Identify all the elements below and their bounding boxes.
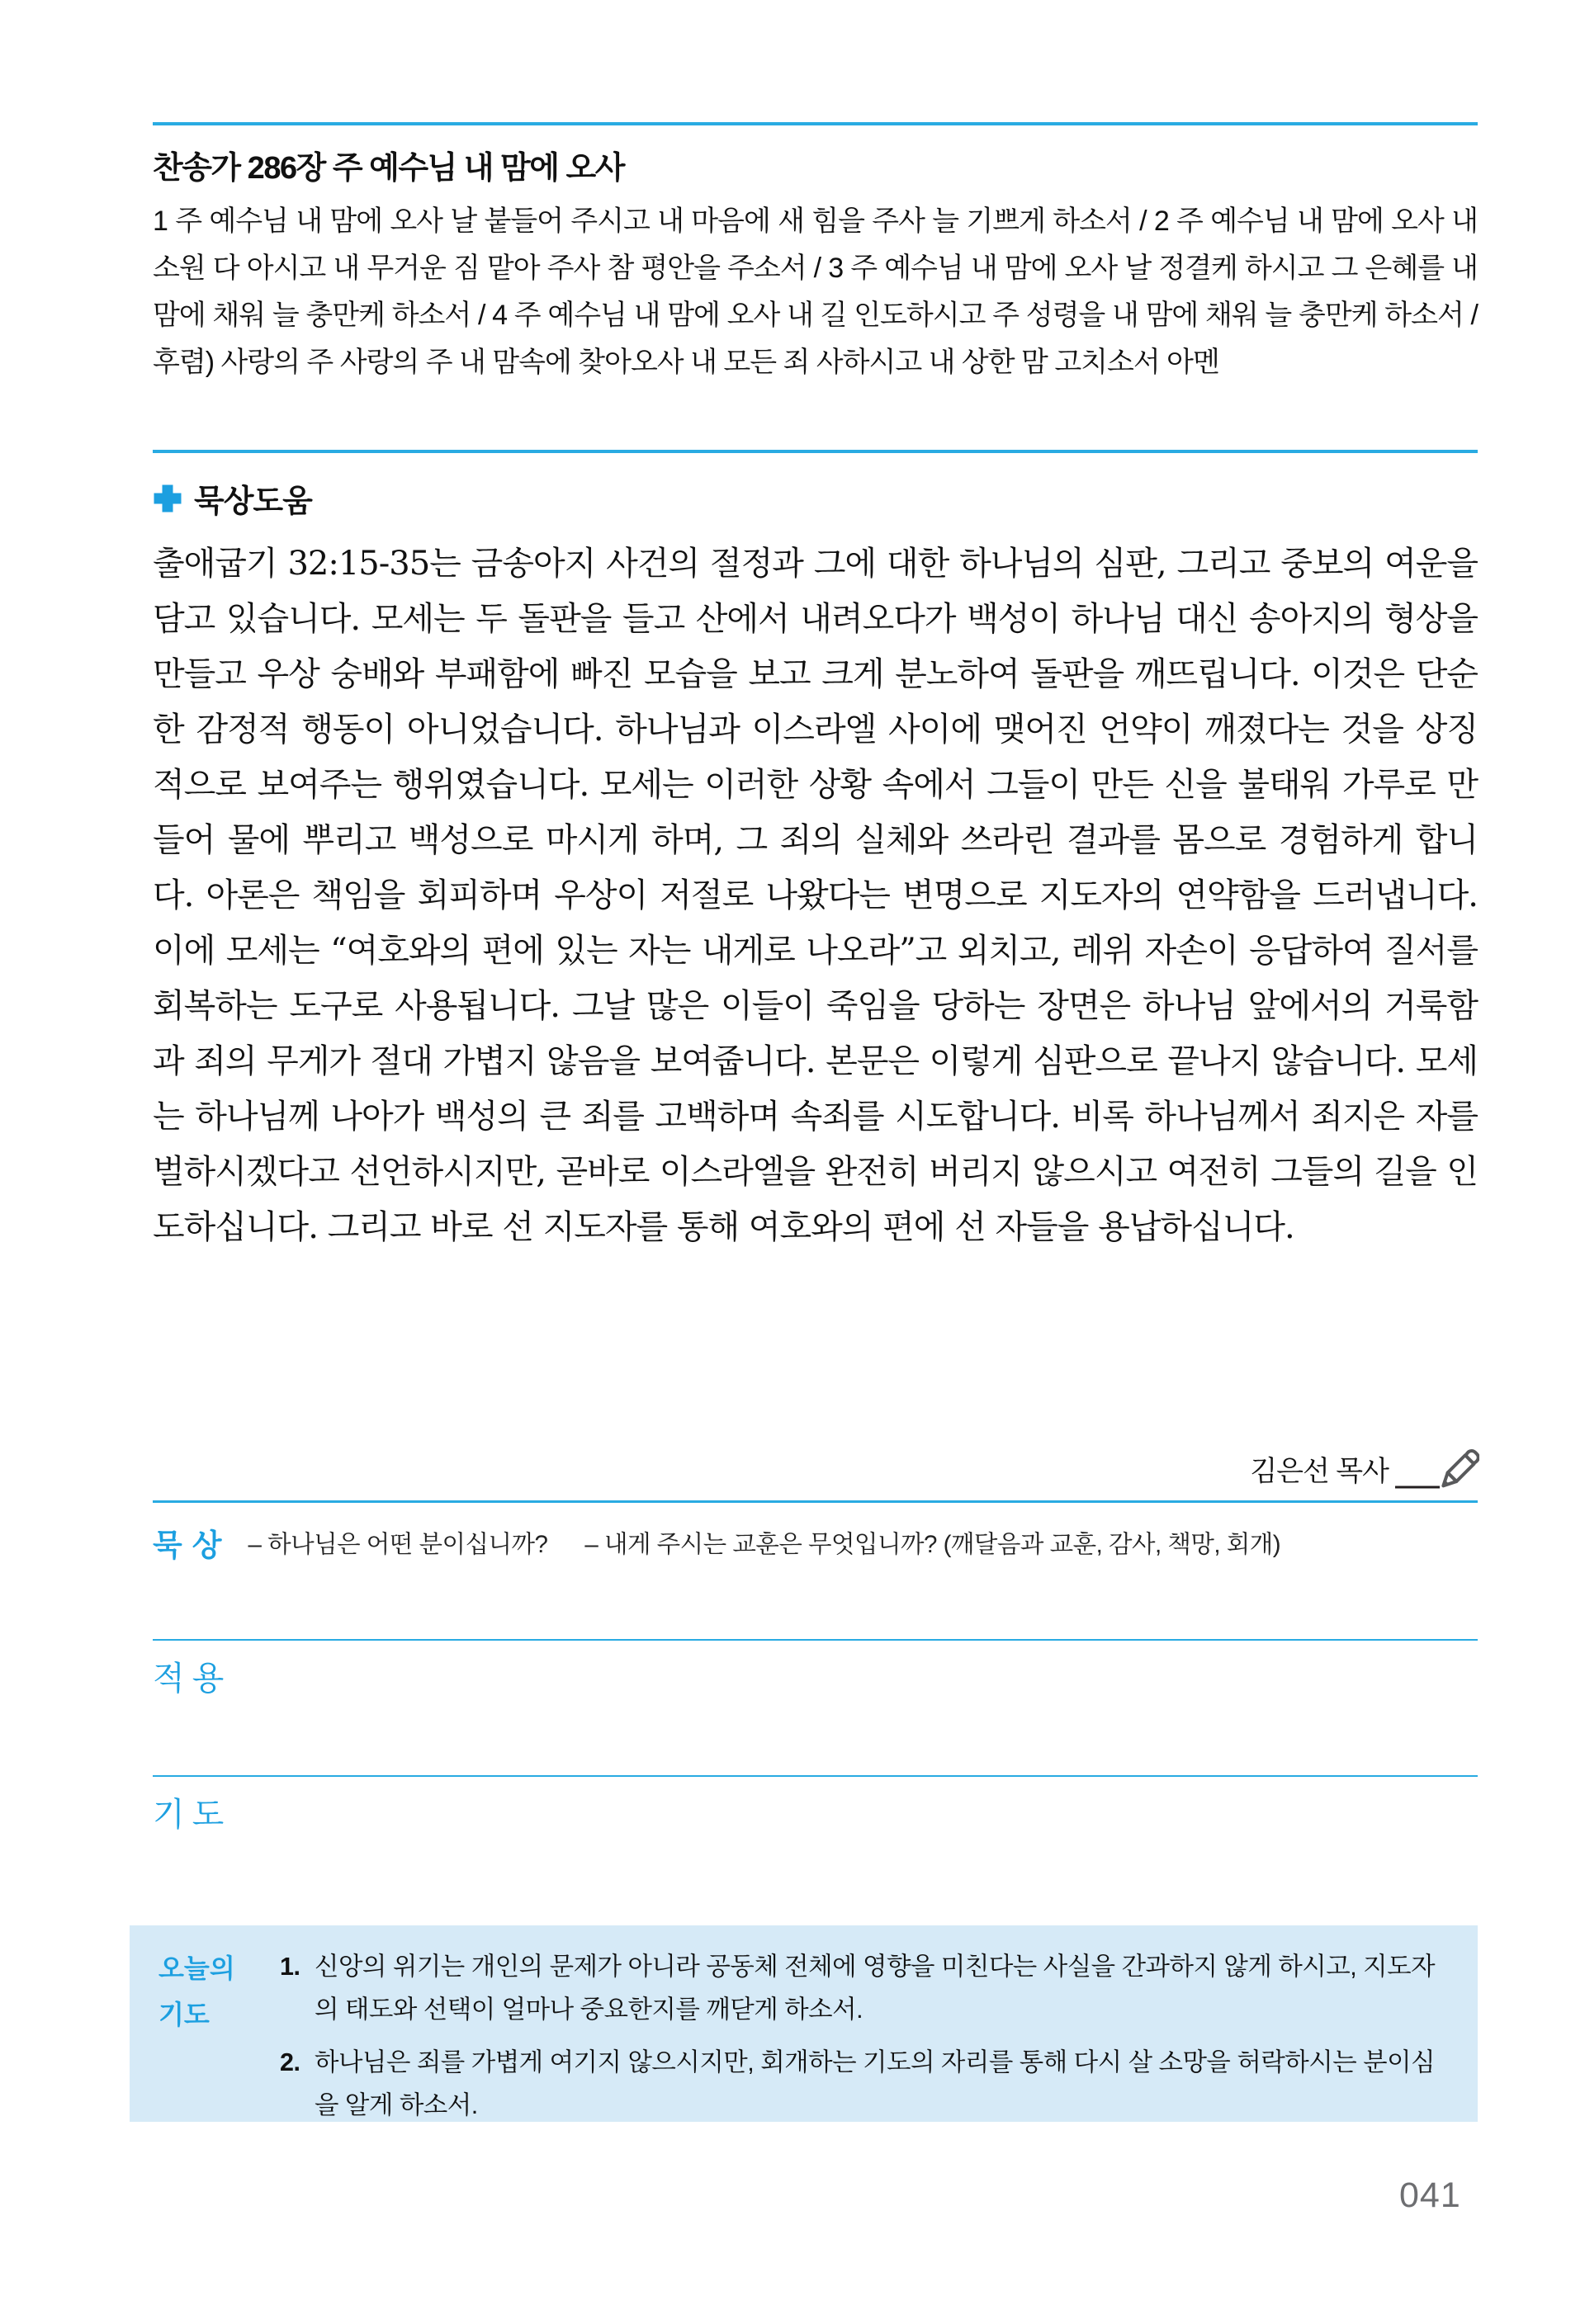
meditation-label: 묵상	[153, 1528, 232, 1562]
today-prayer-label-line2: 기도	[158, 2000, 210, 2029]
application-section-divider	[153, 1639, 1478, 1641]
prayer-item-text: 신앙의 위기는 개인의 문제가 아니라 공동체 전체에 영향을 미친다는 사실을 간과하지 않게 하시고, 지도자의 태도와 선택이 얼마나 중요한지를 깨닫게 하소서.	[315, 1953, 1436, 2024]
meditation-help-header	[153, 475, 312, 521]
prayer-item-text: 하나님은 죄를 가볍게 여기지 않으시지만, 회개하는 기도의 자리를 통해 다시 살 소망을 허락하시는 분이심을 알게 하소서.	[315, 2048, 1436, 2119]
meditation-help-divider	[153, 450, 1478, 453]
author-credit	[1250, 1433, 1479, 1494]
application-label: 적용	[153, 1660, 232, 1697]
prayer-item	[280, 2041, 1445, 2127]
meditation-body: 출애굽기 32:15-35는 금송아지 사건의 절정과 그에 대한 하나님의 심판, 그리고 중보의 여운을 담고 있습니다. 모세는 두 돌판을 들고 산에서 내려오다가 백성이 하나님 대신 송아지의 형상을 만들고 우상 숭배와 부패함에 빠진 모습을 보고 크게 분노하여 돌판을 깨뜨립니다. 이것은 단순한 감정적 행동이 아니었습니다. 하나님과 이스라엘 사이에 맺어진 언약이 깨졌다는 것을 상징적으로 보여주는 행위였습니다. 모세는 이러한 상황 속에서 그들이 만든 신을 불태워 가루로 만들어 물에 뿌리고 백성으로 마시게 하며, 그 죄의 실체와 쓰라린 결과를 몸으로 경험하게 합니다. 아론은 책임을 회피하며 우상이 저절로 나왔다는 변명으로 지도자의 연약함을 드러냅니다. 이에 모세는 “여호와의 편에 있는 자는 내게로 나오라”고 외치고, 레위 자손이 응답하여 질서를 회복하는 도구로 사용됩니다. 그날 많은 이들이 죽임을 당하는 장면은 하나님 앞에서의 거룩함과 죄의 무게가 절대 가볍지 않음을 보여줍니다. 본문은 이렇게 심판으로 끝나지 않습니다. 모세는 하나님께 나아가 백성의 큰 죄를 고백하며 속죄를 시도합니다. 비록 하나님께서 죄지은 자를 벌하시겠다고 선언하시지만, 곧바로 이스라엘을 완전히 버리지 않으시고 여전히 그들의 길을 인도하십니다. 그리고 바로 선 지도자를 통해 여호와의 편에 선 자들을 용납하십니다.	[153, 545, 1478, 1246]
prayer-label: 기도	[153, 1797, 232, 1833]
today-prayer-items	[280, 1945, 1445, 2122]
pencil-icon	[1395, 1433, 1479, 1494]
page-number: 041	[1399, 2175, 1461, 2215]
top-divider	[153, 122, 1478, 125]
prayer-item-number: 2.	[280, 2048, 300, 2076]
hymn-title: 찬송가 286장 주 예수님 내 맘에 오사	[153, 151, 624, 186]
plus-icon	[153, 484, 182, 513]
today-prayer-label-line1: 오늘의	[158, 1953, 235, 1983]
author-name: 김은선 목사	[1250, 1456, 1389, 1487]
meditation-help-label: 묵상도움	[194, 484, 312, 519]
prayer-item-number: 1.	[280, 1953, 300, 1981]
prayer-item	[280, 1945, 1445, 2031]
today-prayer-label	[158, 1945, 253, 2122]
today-prayer-box	[130, 1925, 1478, 2122]
prayer-section-divider	[153, 1775, 1478, 1777]
meditation-section-divider	[153, 1500, 1478, 1503]
hymn-lyrics: 1 주 예수님 내 맘에 오사 날 붙들어 주시고 내 마음에 새 힘을 주사 늘 기쁘게 하소서 / 2 주 예수님 내 맘에 오사 내 소원 다 아시고 내 무거운 짐 맡아 주사 참 평안을 주소서 / 3 주 예수님 내 맘에 오사 날 정결케 하시고 그 은혜를 내 맘에 채워 늘 충만케 하소서 / 4 주 예수님 내 맘에 오사 내 길 인도하시고 주 성령을 내 맘에 채워 늘 충만케 하소서 / 후렴) 사랑의 주 사랑의 주 내 맘속에 찾아오사 내 모든 죄 사하시고 내 상한 맘 고치소서 아멘	[153, 205, 1478, 378]
meditation-question-2: – 내게 주시는 교훈은 무엇입니까? (깨달음과 교훈, 감사, 책망, 회개)	[584, 1531, 1281, 1558]
meditation-section	[153, 1520, 1280, 1565]
meditation-question-1: – 하나님은 어떤 분이십니까?	[248, 1531, 548, 1558]
